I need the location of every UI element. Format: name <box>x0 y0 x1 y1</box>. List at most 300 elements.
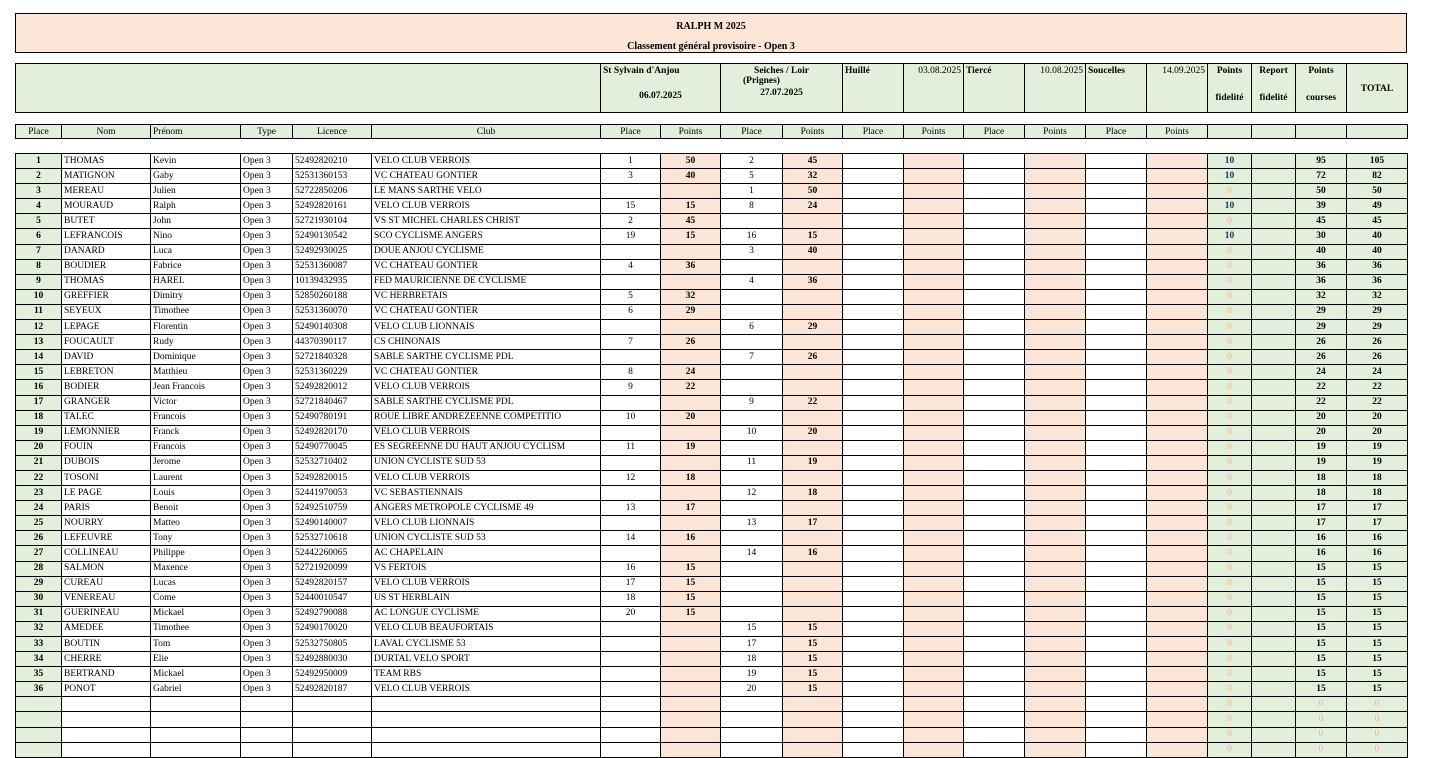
cell-licence: 52721840467 <box>293 395 372 410</box>
cell-race3-place <box>843 410 904 425</box>
cell-race1-points: 15 <box>661 576 721 591</box>
cell-place: 9 <box>16 274 62 289</box>
cell-race3-points <box>904 274 964 289</box>
cell-place <box>16 727 62 742</box>
cell-licence <box>293 697 372 712</box>
cell-place: 19 <box>16 425 62 440</box>
cell-race2-place <box>721 259 783 274</box>
cell-place: 33 <box>16 637 62 652</box>
cell-type: Open 3 <box>241 561 293 576</box>
cell-place: 26 <box>16 531 62 546</box>
cell-type: Open 3 <box>241 621 293 636</box>
cell-nom: AMEDEE <box>62 621 151 636</box>
col-prenom: Prénom <box>151 125 241 139</box>
cell-race4-place <box>964 667 1025 682</box>
col-nom: Nom <box>62 125 151 139</box>
cell-race1-place: 20 <box>601 606 661 621</box>
cell-race5-place <box>1086 229 1147 244</box>
cell-race5-place <box>1086 289 1147 304</box>
cell-race4-points <box>1025 244 1086 259</box>
cell-race5-place <box>1086 516 1147 531</box>
cell-race4-place <box>964 531 1025 546</box>
cell-race5-points <box>1147 244 1208 259</box>
cell-race5-points <box>1147 350 1208 365</box>
cell-race5-points <box>1147 727 1208 742</box>
cell-race2-points <box>783 561 843 576</box>
cell-fidelite: 0 <box>1208 335 1252 350</box>
cell-race5-points <box>1147 470 1208 485</box>
cell-nom: GRANGER <box>62 395 151 410</box>
cell-type: Open 3 <box>241 486 293 501</box>
cell-race4-place <box>964 289 1025 304</box>
cell-fidelite: 0 <box>1208 591 1252 606</box>
cell-race1-place <box>601 546 661 561</box>
cell-race4-place <box>964 380 1025 395</box>
race-header-table <box>15 63 1408 113</box>
cell-club: DOUE ANJOU CYCLISME <box>372 244 601 259</box>
cell-courses: 15 <box>1296 682 1347 697</box>
cell-courses: 29 <box>1296 304 1347 319</box>
cell-type: Open 3 <box>241 289 293 304</box>
cell-race2-place <box>721 214 783 229</box>
cell-prenom: Laurent <box>151 470 241 485</box>
cell-race5-place <box>1086 621 1147 636</box>
cell-race5-place <box>1086 274 1147 289</box>
cell-club: CS CHINONAIS <box>372 335 601 350</box>
cell-race4-points <box>1025 727 1086 742</box>
cell-race4-place <box>964 229 1025 244</box>
cell-race1-place <box>601 727 661 742</box>
cell-race2-place <box>721 561 783 576</box>
cell-race5-points <box>1147 531 1208 546</box>
cell-prenom: Dimitry <box>151 289 241 304</box>
cell-race2-points: 36 <box>783 274 843 289</box>
cell-total: 36 <box>1347 274 1408 289</box>
cell-fidelite: 0 <box>1208 652 1252 667</box>
cell-race3-place <box>843 199 904 214</box>
race-1-sub <box>603 76 718 89</box>
cell-place <box>16 712 62 727</box>
cell-race3-place <box>843 380 904 395</box>
fidelite-header-line2: fidelité <box>1215 93 1244 103</box>
cell-race2-points <box>783 591 843 606</box>
cell-race2-points <box>783 470 843 485</box>
cell-prenom: Lucas <box>151 576 241 591</box>
cell-race3-place <box>843 425 904 440</box>
cell-race3-place <box>843 470 904 485</box>
cell-race5-points <box>1147 516 1208 531</box>
cell-club <box>372 712 601 727</box>
cell-prenom: Matthieu <box>151 365 241 380</box>
cell-race5-points <box>1147 365 1208 380</box>
cell-nom: PONOT <box>62 682 151 697</box>
cell-race5-place <box>1086 486 1147 501</box>
cell-race4-place <box>964 561 1025 576</box>
col-licence: Licence <box>293 125 372 139</box>
cell-race4-place <box>964 621 1025 636</box>
cell-total: 82 <box>1347 169 1408 184</box>
cell-race1-points <box>661 184 721 199</box>
cell-report <box>1252 652 1296 667</box>
cell-type: Open 3 <box>241 576 293 591</box>
cell-race5-place <box>1086 561 1147 576</box>
cell-race1-points <box>661 395 721 410</box>
cell-courses: 0 <box>1296 697 1347 712</box>
cell-report <box>1252 697 1296 712</box>
cell-total: 16 <box>1347 546 1408 561</box>
col-courses <box>1296 125 1347 139</box>
cell-race1-place: 4 <box>601 259 661 274</box>
cell-race5-place <box>1086 425 1147 440</box>
cell-courses: 17 <box>1296 516 1347 531</box>
cell-race1-points: 16 <box>661 531 721 546</box>
cell-licence: 52531360087 <box>293 259 372 274</box>
cell-report <box>1252 289 1296 304</box>
cell-race4-points <box>1025 621 1086 636</box>
cell-total: 15 <box>1347 561 1408 576</box>
cell-total: 36 <box>1347 259 1408 274</box>
cell-club: VELO CLUB VERROIS <box>372 682 601 697</box>
cell-race2-place: 3 <box>721 244 783 259</box>
cell-race1-points <box>661 546 721 561</box>
cell-race3-points <box>904 576 964 591</box>
cell-total: 17 <box>1347 501 1408 516</box>
cell-race5-place <box>1086 335 1147 350</box>
cell-place: 24 <box>16 501 62 516</box>
cell-race5-points <box>1147 667 1208 682</box>
cell-race5-place <box>1086 304 1147 319</box>
cell-race1-points <box>661 516 721 531</box>
cell-prenom: Ralph <box>151 199 241 214</box>
cell-race3-points <box>904 425 964 440</box>
col-fidelite <box>1208 125 1252 139</box>
cell-report <box>1252 712 1296 727</box>
cell-licence: 52490140308 <box>293 320 372 335</box>
cell-race4-place <box>964 682 1025 697</box>
cell-race4-points <box>1025 591 1086 606</box>
cell-race4-place <box>964 486 1025 501</box>
cell-total: 15 <box>1347 606 1408 621</box>
cell-race4-place <box>964 350 1025 365</box>
cell-fidelite: 0 <box>1208 621 1252 636</box>
cell-report <box>1252 501 1296 516</box>
cell-prenom: Victor <box>151 395 241 410</box>
cell-race5-points <box>1147 712 1208 727</box>
cell-race4-points <box>1025 501 1086 516</box>
table-row <box>16 365 1408 380</box>
cell-courses: 16 <box>1296 531 1347 546</box>
cell-race2-points <box>783 440 843 455</box>
cell-race2-points: 32 <box>783 169 843 184</box>
cell-race5-points <box>1147 229 1208 244</box>
cell-race2-points <box>783 289 843 304</box>
cell-place: 21 <box>16 455 62 470</box>
cell-report <box>1252 561 1296 576</box>
cell-report <box>1252 682 1296 697</box>
fidelite-header <box>1208 64 1252 113</box>
cell-report <box>1252 606 1296 621</box>
cell-type: Open 3 <box>241 501 293 516</box>
cell-type: Open 3 <box>241 531 293 546</box>
cell-race4-place <box>964 259 1025 274</box>
cell-fidelite: 0 <box>1208 350 1252 365</box>
cell-race2-place: 18 <box>721 652 783 667</box>
cell-prenom: Come <box>151 591 241 606</box>
cell-prenom <box>151 727 241 742</box>
cell-race5-place <box>1086 365 1147 380</box>
cell-report <box>1252 244 1296 259</box>
cell-club: LE MANS SARTHE VELO <box>372 184 601 199</box>
cell-race3-place <box>843 335 904 350</box>
cell-total: 22 <box>1347 395 1408 410</box>
report-header-line2: fidelité <box>1259 93 1288 103</box>
cell-race1-place: 1 <box>601 154 661 169</box>
cell-place: 31 <box>16 606 62 621</box>
cell-club: VELO CLUB VERROIS <box>372 154 601 169</box>
cell-fidelite: 0 <box>1208 742 1252 757</box>
cell-race3-points <box>904 229 964 244</box>
cell-place: 15 <box>16 365 62 380</box>
cell-fidelite: 0 <box>1208 380 1252 395</box>
cell-race1-points <box>661 274 721 289</box>
cell-prenom: Elie <box>151 652 241 667</box>
cell-race2-points <box>783 697 843 712</box>
cell-race5-place <box>1086 214 1147 229</box>
cell-place: 2 <box>16 169 62 184</box>
cell-race1-place <box>601 682 661 697</box>
cell-club: VELO CLUB VERROIS <box>372 425 601 440</box>
header-blank <box>16 64 601 113</box>
cell-race3-points <box>904 184 964 199</box>
cell-nom: GUERINEAU <box>62 606 151 621</box>
cell-courses: 15 <box>1296 591 1347 606</box>
cell-race3-place <box>843 606 904 621</box>
cell-race1-points: 15 <box>661 591 721 606</box>
cell-courses: 15 <box>1296 576 1347 591</box>
cell-race3-points <box>904 667 964 682</box>
cell-race4-place <box>964 410 1025 425</box>
cell-race4-points <box>1025 486 1086 501</box>
cell-club: VC CHATEAU GONTIER <box>372 259 601 274</box>
cell-race4-place <box>964 516 1025 531</box>
cell-race1-place <box>601 486 661 501</box>
col-race1-place: Place <box>601 125 661 139</box>
cell-race1-points: 26 <box>661 335 721 350</box>
cell-prenom: Gaby <box>151 169 241 184</box>
cell-report <box>1252 304 1296 319</box>
cell-race2-points <box>783 214 843 229</box>
cell-total: 20 <box>1347 425 1408 440</box>
cell-race4-place <box>964 199 1025 214</box>
cell-prenom: Timothee <box>151 304 241 319</box>
cell-race2-place: 12 <box>721 486 783 501</box>
cell-prenom: Dominique <box>151 350 241 365</box>
cell-race2-place: 1 <box>721 184 783 199</box>
table-row <box>16 425 1408 440</box>
cell-fidelite: 0 <box>1208 682 1252 697</box>
cell-prenom <box>151 712 241 727</box>
cell-race2-points: 24 <box>783 199 843 214</box>
cell-race5-points <box>1147 606 1208 621</box>
cell-total: 19 <box>1347 440 1408 455</box>
cell-race5-place <box>1086 591 1147 606</box>
cell-type: Open 3 <box>241 606 293 621</box>
cell-place: 6 <box>16 229 62 244</box>
cell-total: 20 <box>1347 410 1408 425</box>
cell-race2-place: 17 <box>721 637 783 652</box>
report-header <box>1252 64 1296 113</box>
cell-race3-points <box>904 350 964 365</box>
col-race1-points: Points <box>661 125 721 139</box>
cell-report <box>1252 199 1296 214</box>
table-row <box>16 199 1408 214</box>
cell-race1-points <box>661 637 721 652</box>
cell-race3-points <box>904 214 964 229</box>
cell-nom: BOUTIN <box>62 637 151 652</box>
cell-race1-points <box>661 350 721 365</box>
col-type: Type <box>241 125 293 139</box>
cell-nom: FOUCAULT <box>62 335 151 350</box>
cell-nom: LEFRANCOIS <box>62 229 151 244</box>
total-header: TOTAL <box>1347 64 1408 113</box>
cell-race2-points <box>783 304 843 319</box>
cell-prenom: Florentin <box>151 320 241 335</box>
table-row <box>16 154 1408 169</box>
table-row <box>16 576 1408 591</box>
cell-fidelite: 0 <box>1208 214 1252 229</box>
cell-nom: BUTET <box>62 214 151 229</box>
cell-prenom: Timothee <box>151 621 241 636</box>
cell-race2-points: 15 <box>783 667 843 682</box>
cell-race3-points <box>904 531 964 546</box>
cell-race3-points <box>904 606 964 621</box>
cell-total: 15 <box>1347 591 1408 606</box>
cell-race2-place <box>721 501 783 516</box>
cell-nom: DANARD <box>62 244 151 259</box>
cell-licence <box>293 727 372 742</box>
cell-race2-points: 20 <box>783 425 843 440</box>
cell-total: 50 <box>1347 184 1408 199</box>
cell-race1-place: 2 <box>601 214 661 229</box>
cell-race1-points <box>661 652 721 667</box>
cell-race4-place <box>964 652 1025 667</box>
cell-prenom: Matteo <box>151 516 241 531</box>
cell-race3-place <box>843 169 904 184</box>
cell-race5-place <box>1086 606 1147 621</box>
cell-place: 10 <box>16 289 62 304</box>
cell-race3-points <box>904 516 964 531</box>
sheet-title: RALPH M 2025 <box>676 21 746 32</box>
cell-race5-points <box>1147 395 1208 410</box>
cell-club: VELO CLUB VERROIS <box>372 380 601 395</box>
cell-licence: 52531360153 <box>293 169 372 184</box>
cell-race4-points <box>1025 531 1086 546</box>
cell-race3-place <box>843 440 904 455</box>
cell-race1-place: 3 <box>601 169 661 184</box>
cell-race3-place <box>843 621 904 636</box>
table-row <box>16 244 1408 259</box>
cell-race5-place <box>1086 727 1147 742</box>
cell-race1-place: 10 <box>601 410 661 425</box>
cell-place: 25 <box>16 516 62 531</box>
cell-club: SABLE SARTHE CYCLISME PDL <box>372 395 601 410</box>
cell-courses: 0 <box>1296 727 1347 742</box>
cell-fidelite: 0 <box>1208 184 1252 199</box>
cell-total: 105 <box>1347 154 1408 169</box>
cell-total: 18 <box>1347 486 1408 501</box>
cell-prenom: Tom <box>151 637 241 652</box>
cell-race1-points: 50 <box>661 154 721 169</box>
cell-prenom: HAREL <box>151 274 241 289</box>
cell-race4-points <box>1025 335 1086 350</box>
cell-club: VS FERTOIS <box>372 561 601 576</box>
table-row <box>16 637 1408 652</box>
cell-race2-points: 40 <box>783 244 843 259</box>
cell-race3-place <box>843 682 904 697</box>
cell-race4-points <box>1025 184 1086 199</box>
cell-race1-place <box>601 320 661 335</box>
cell-place: 29 <box>16 576 62 591</box>
cell-race3-points <box>904 289 964 304</box>
cell-licence: 52492790088 <box>293 606 372 621</box>
cell-fidelite: 0 <box>1208 486 1252 501</box>
cell-prenom: Julien <box>151 184 241 199</box>
cell-race5-place <box>1086 259 1147 274</box>
cell-licence: 52442260065 <box>293 546 372 561</box>
cell-licence: 52492820187 <box>293 682 372 697</box>
cell-type: Open 3 <box>241 154 293 169</box>
cell-race3-points <box>904 682 964 697</box>
cell-race5-place <box>1086 380 1147 395</box>
cell-licence: 52492880030 <box>293 652 372 667</box>
cell-race2-points: 15 <box>783 621 843 636</box>
table-row <box>16 455 1408 470</box>
cell-race4-points <box>1025 561 1086 576</box>
cell-licence: 52492950009 <box>293 667 372 682</box>
cell-race4-points <box>1025 304 1086 319</box>
cell-type: Open 3 <box>241 244 293 259</box>
cell-race1-place <box>601 712 661 727</box>
cell-race4-points <box>1025 169 1086 184</box>
cell-type: Open 3 <box>241 455 293 470</box>
cell-licence: 52441970053 <box>293 486 372 501</box>
cell-nom: BOUDIER <box>62 259 151 274</box>
cell-race3-place <box>843 350 904 365</box>
cell-prenom: Tony <box>151 531 241 546</box>
cell-race1-points: 19 <box>661 440 721 455</box>
cell-licence: 52850260188 <box>293 289 372 304</box>
cell-total: 49 <box>1347 199 1408 214</box>
cell-prenom: Kevin <box>151 154 241 169</box>
cell-report <box>1252 576 1296 591</box>
cell-race2-points: 15 <box>783 682 843 697</box>
cell-prenom: Mickael <box>151 606 241 621</box>
cell-courses: 15 <box>1296 561 1347 576</box>
cell-race5-place <box>1086 320 1147 335</box>
cell-courses: 26 <box>1296 335 1347 350</box>
cell-race1-points <box>661 712 721 727</box>
cell-total: 29 <box>1347 304 1408 319</box>
cell-race4-points <box>1025 229 1086 244</box>
table-row <box>16 410 1408 425</box>
race-5-name: Soucelles <box>1086 64 1147 113</box>
cell-race1-place <box>601 184 661 199</box>
cell-licence <box>293 712 372 727</box>
cell-place: 30 <box>16 591 62 606</box>
col-report <box>1252 125 1296 139</box>
cell-fidelite: 0 <box>1208 410 1252 425</box>
cell-type: Open 3 <box>241 546 293 561</box>
